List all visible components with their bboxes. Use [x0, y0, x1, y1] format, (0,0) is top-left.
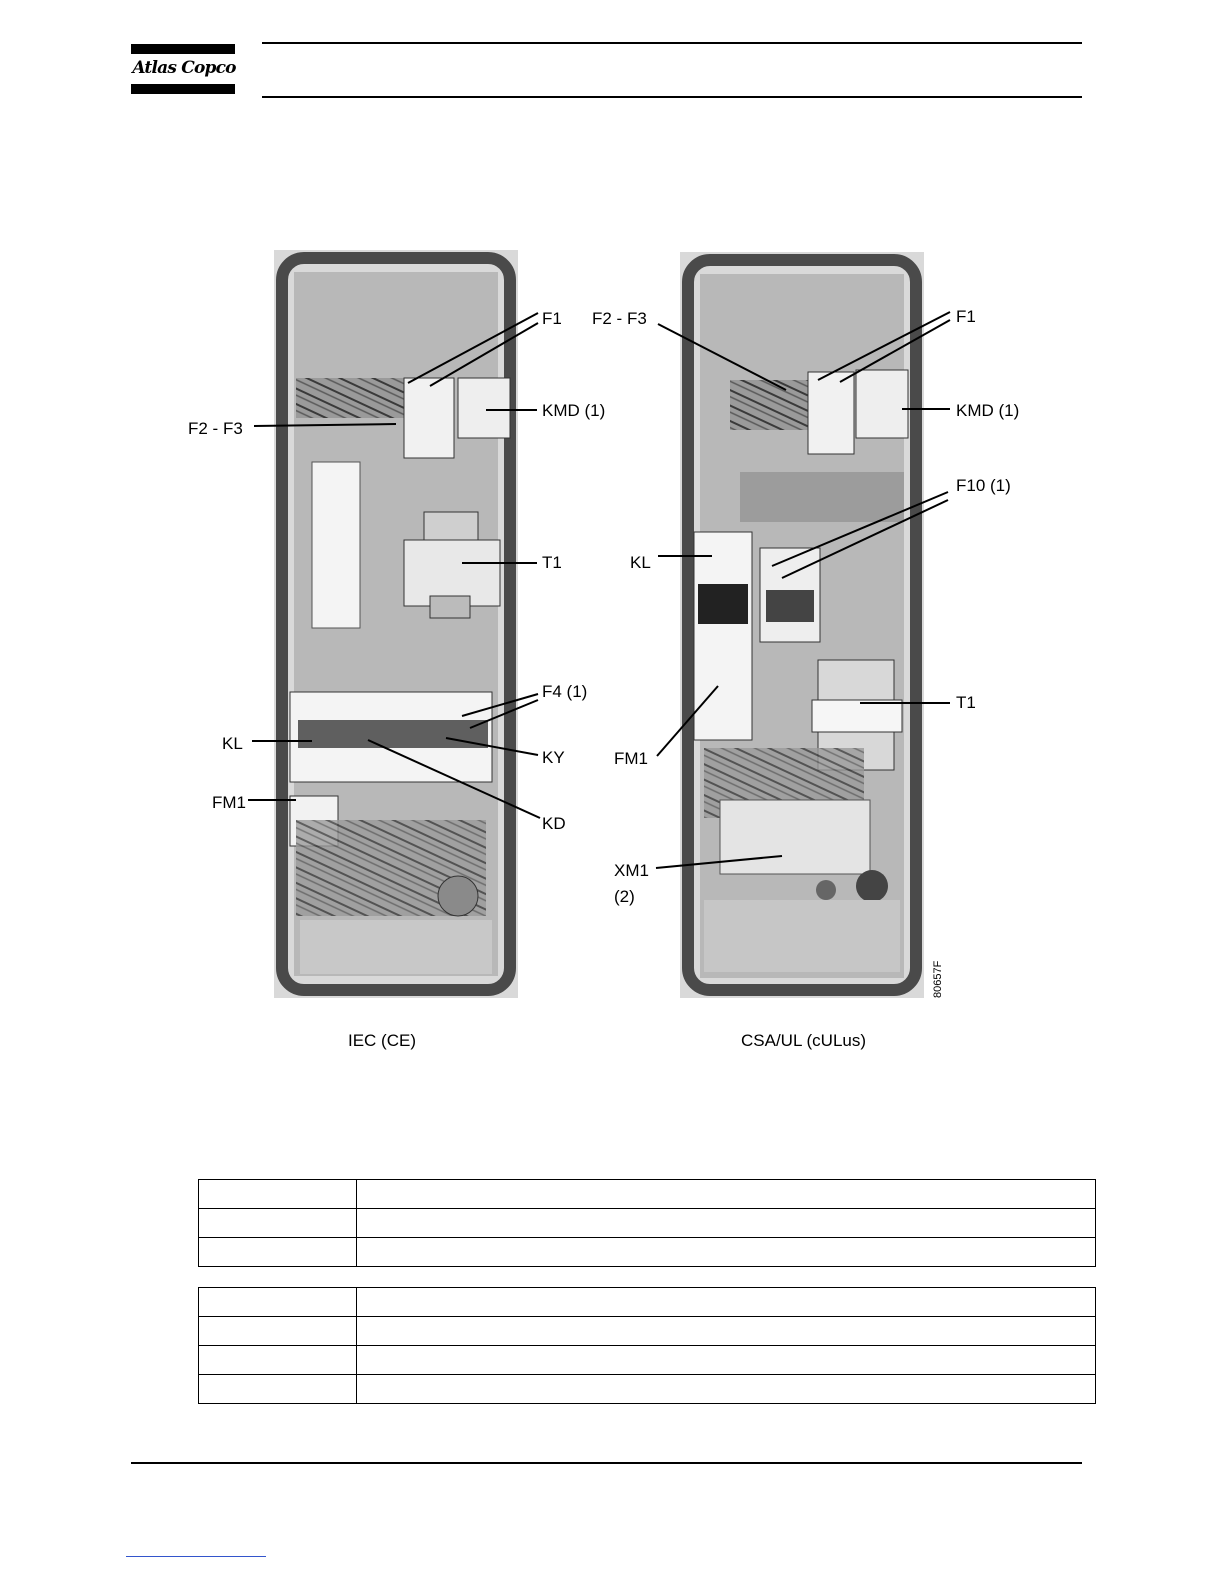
callout-iec-fm1: FM1: [212, 793, 246, 812]
callout-csa-kmd: KMD (1): [956, 401, 1020, 420]
callout-iec-kd: KD: [542, 814, 566, 833]
callout-iec-f1: F1: [542, 309, 562, 328]
table-row: [199, 1375, 1096, 1404]
logo-wordmark: Atlas Copco: [132, 58, 236, 78]
table-cell: [199, 1288, 357, 1317]
table-cell: [199, 1375, 357, 1404]
callout-csa-kl: KL: [630, 553, 651, 572]
callout-csa-xm1-note: (2): [614, 887, 635, 906]
table-cell: [357, 1238, 1096, 1267]
callout-csa-f10: F10 (1): [956, 476, 1011, 495]
table-cell: [357, 1346, 1096, 1375]
table-row: [199, 1209, 1096, 1238]
table-cell: [199, 1317, 357, 1346]
table-row: [199, 1238, 1096, 1267]
table-cell: [199, 1346, 357, 1375]
callout-csa-t1: T1: [956, 693, 976, 712]
callout-iec-kl: KL: [222, 734, 243, 753]
callout-iec-kmd: KMD (1): [542, 401, 606, 420]
table-cell: [357, 1317, 1096, 1346]
iec-cubicle-photo: [274, 250, 518, 998]
figure-reference-code: 80657F: [932, 960, 944, 998]
callout-csa-fm1: FM1: [614, 749, 648, 768]
csa-ul-cubicle-photo: [680, 252, 924, 998]
caption-csa-ul: CSA/UL (cULus): [741, 1031, 867, 1050]
table-1: [198, 1179, 1096, 1267]
table-row: [199, 1317, 1096, 1346]
table-row: [199, 1288, 1096, 1317]
table-cell: [357, 1375, 1096, 1404]
callout-iec-f4: F4 (1): [542, 682, 588, 701]
table-cell: [199, 1238, 357, 1267]
callout-csa-xm1: XM1: [614, 861, 649, 880]
callout-iec-f2-f3: F2 - F3: [188, 419, 243, 438]
footer-rule: [131, 1462, 1082, 1464]
callout-csa-f1: F1: [956, 307, 976, 326]
callout-iec-ky: KY: [542, 748, 565, 767]
caption-iec: IEC (CE): [348, 1031, 416, 1050]
table-cell: [199, 1209, 357, 1238]
table-cell: [357, 1288, 1096, 1317]
callout-iec-t1: T1: [542, 553, 562, 572]
table-cell: [357, 1180, 1096, 1209]
table-row: [199, 1346, 1096, 1375]
table-cell: [357, 1209, 1096, 1238]
callout-csa-f2-f3: F2 - F3: [592, 309, 647, 328]
table-2: [198, 1287, 1096, 1404]
table-row: [199, 1180, 1096, 1209]
footer-link-underline[interactable]: [126, 1556, 266, 1557]
table-cell: [199, 1180, 357, 1209]
